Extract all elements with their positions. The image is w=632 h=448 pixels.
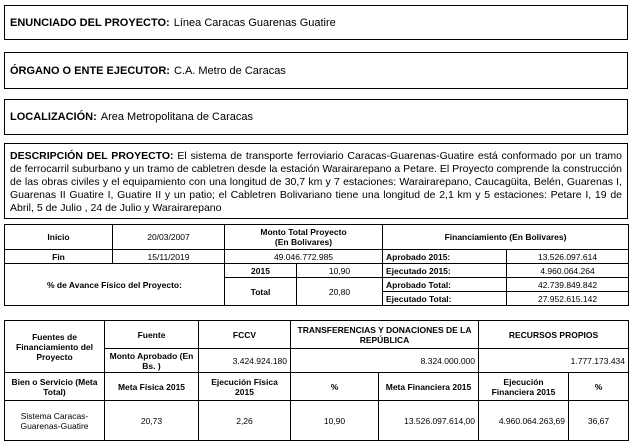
inicio-label: Inicio bbox=[5, 225, 113, 250]
organo-label: ÓRGANO O ENTE EJECUTOR: bbox=[10, 64, 170, 77]
localizacion-label: LOCALIZACIÓN: bbox=[10, 111, 97, 123]
pct2-value: 36,67 bbox=[569, 401, 629, 441]
transferencias-value: 8.324.000.000 bbox=[291, 349, 479, 373]
project-summary-table bbox=[4, 224, 629, 306]
total-value: 20,80 bbox=[297, 278, 383, 306]
pct2-label: % bbox=[569, 373, 629, 401]
descripcion-section bbox=[4, 143, 628, 219]
fccv-label: FCCV bbox=[199, 321, 291, 349]
meta-financiera-value: 13.526.097.614,00 bbox=[379, 401, 479, 441]
monto-total-value: 49.046.772.985 bbox=[225, 250, 383, 264]
meta-fisica-value: 20,73 bbox=[105, 401, 199, 441]
ejecutado-2015-label: Ejecutado 2015: bbox=[383, 264, 507, 278]
ejecucion-fisica-value: 2,26 bbox=[199, 401, 291, 441]
table-row bbox=[5, 250, 629, 264]
bien-servicio-label: Bien o Servicio (Meta Total) bbox=[5, 373, 105, 401]
aprobado-total-value: 42.739.849.842 bbox=[507, 278, 629, 292]
table-row bbox=[5, 401, 629, 441]
ejecutado-2015-value: 4.960.064.264 bbox=[507, 264, 629, 278]
total-label: Total bbox=[225, 278, 297, 306]
aprobado-2015-value: 13.526.097.614 bbox=[507, 250, 629, 264]
fccv-value: 3.424.924.180 bbox=[199, 349, 291, 373]
table-row bbox=[5, 321, 629, 349]
organo-value: C.A. Metro de Caracas bbox=[173, 64, 286, 77]
organo-section bbox=[4, 52, 628, 89]
financing-table bbox=[4, 320, 629, 441]
ejecutado-total-label: Ejecutado Total: bbox=[383, 292, 507, 306]
fin-label: Fin bbox=[5, 250, 113, 264]
enunciado-value: Línea Caracas Guarenas Guatire bbox=[173, 16, 336, 29]
pct-label: % bbox=[291, 373, 379, 401]
monto-total-label: Monto Total Proyecto bbox=[260, 227, 347, 237]
year-value: 10,90 bbox=[297, 264, 383, 278]
monto-total-sub: (En Bolivares) bbox=[274, 237, 333, 247]
pct-value: 10,90 bbox=[291, 401, 379, 441]
ejecutado-total-value: 27.952.615.142 bbox=[507, 292, 629, 306]
aprobado-total-label: Aprobado Total: bbox=[383, 278, 507, 292]
table-row bbox=[5, 373, 629, 401]
fuentes-label: Fuentes de Financiamiento del Proyecto bbox=[5, 321, 105, 373]
ejecucion-financiera-value: 4.960.064.263,69 bbox=[479, 401, 569, 441]
year-label: 2015 bbox=[225, 264, 297, 278]
monto-total-header bbox=[225, 225, 383, 250]
transferencias-label: TRANSFERENCIAS Y DONACIONES DE LA REPÚBLICA bbox=[291, 321, 479, 349]
fin-value: 15/11/2019 bbox=[113, 250, 225, 264]
fuente-label: Fuente bbox=[105, 321, 199, 349]
recursos-propios-label: RECURSOS PROPIOS bbox=[479, 321, 629, 349]
recursos-propios-value: 1.777.173.434 bbox=[479, 349, 629, 373]
bien-servicio-value: Sistema Caracas-Guarenas-Guatire bbox=[5, 401, 105, 441]
aprobado-2015-label: Aprobado 2015: bbox=[383, 250, 507, 264]
localizacion-section bbox=[4, 99, 628, 135]
meta-financiera-label: Meta Financiera 2015 bbox=[379, 373, 479, 401]
financiamiento-header: Financiamiento (En Bolivares) bbox=[383, 225, 629, 250]
localizacion-value: Area Metropolitana de Caracas bbox=[100, 111, 254, 123]
monto-aprobado-label: Monto Aprobado (En Bs. ) bbox=[105, 349, 199, 373]
enunciado-label: ENUNCIADO DEL PROYECTO: bbox=[10, 16, 170, 29]
ejecucion-fisica-label: Ejecución Física 2015 bbox=[199, 373, 291, 401]
ejecucion-financiera-label: Ejecución Financiera 2015 bbox=[479, 373, 569, 401]
meta-fisica-label: Meta Física 2015 bbox=[105, 373, 199, 401]
inicio-value: 20/03/2007 bbox=[113, 225, 225, 250]
table-row bbox=[5, 225, 629, 250]
descripcion-value: El sistema de transporte ferroviario Caracas-Guarenas-Guatire está conformado por un tramo de ferrocarril suburbano y un tramo de cabletren desde la estación Warairarepano a Petare. El Proyecto comprende la construcción de las obras civiles y el equipamiento con una longitud de 30,7 km y 7 estaciones: Warairarepano, Caucagüita, Belén, Guarenas I, Guarenas II Guatire I, Guatire II y un patio; el Cabletren Bolivariano tiene una longitud de 2,1 km y 5 estaciones: Petare I, 19 de Abril, 5 de Julio , 24 de Julio y Warairarepano bbox=[10, 150, 622, 214]
descripcion-label: DESCRIPCIÓN DEL PROYECTO: bbox=[10, 150, 174, 162]
table-row bbox=[5, 264, 629, 278]
enunciado-section bbox=[4, 5, 628, 40]
avance-label: % de Avance Físico del Proyecto: bbox=[5, 264, 225, 306]
